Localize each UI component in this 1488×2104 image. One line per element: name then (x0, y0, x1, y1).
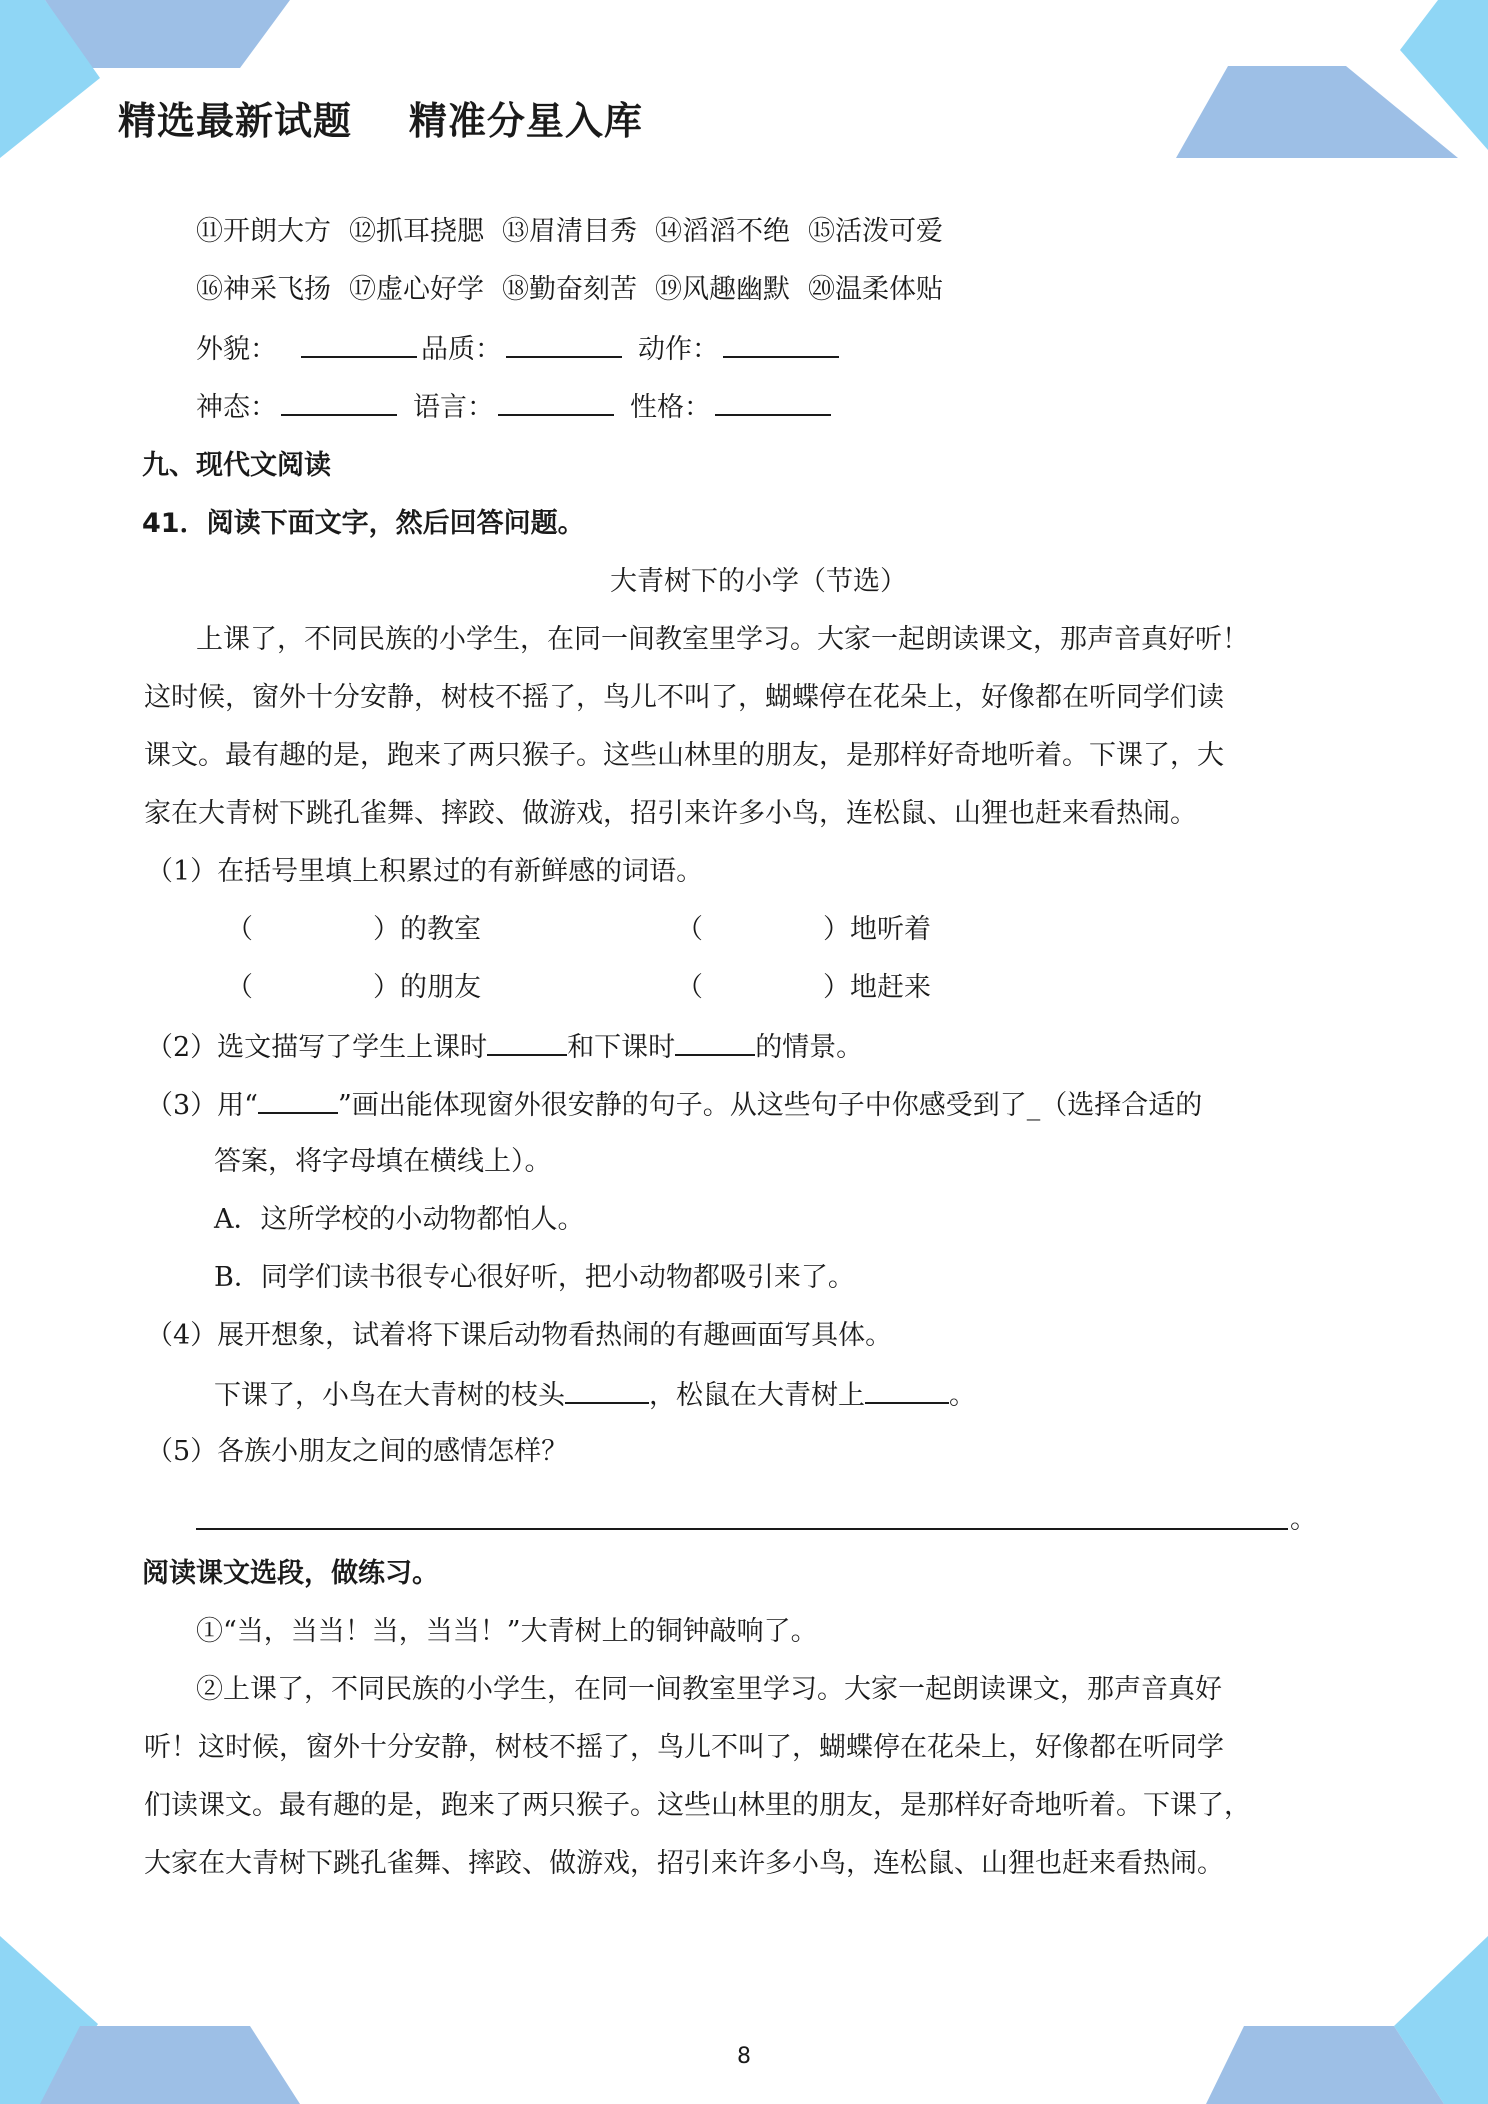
q4-text: ，松鼠在大青树上 (649, 1380, 865, 1411)
answer-blank[interactable] (715, 386, 831, 416)
word-item: ⑭滔滔不绝 (655, 216, 790, 247)
q4-text: 。 (949, 1380, 976, 1411)
category-label: 性格： (630, 392, 711, 423)
open-paren: （ (676, 972, 703, 1003)
passage-line: 们读课文。最有趣的是，跑来了两只猴子。这些山林里的朋友，是那样好奇地听着。下课了， (144, 1790, 1251, 1821)
word-item: ⑮活泼可爱 (808, 216, 943, 247)
word-item: ⑱勤奋刻苦 (502, 274, 637, 305)
option-b: B．同学们读书很专心很好听，把小动物都吸引来了。 (214, 1262, 855, 1293)
passage-line: 这时候，窗外十分安静，树枝不摇了，鸟儿不叫了，蝴蝶停在花朵上，好像都在听同学们读 (144, 682, 1224, 713)
answer-blank[interactable] (487, 1026, 567, 1056)
passage-title: 大青树下的小学（节选） (610, 566, 907, 597)
word-item: ⑬眉清目秀 (502, 216, 637, 247)
open-paren: （ (226, 914, 253, 945)
question-1: （1）在括号里填上积累过的有新鲜感的词语。 (146, 856, 704, 887)
fill-item (226, 910, 481, 950)
page-number: 8 (737, 2044, 751, 2069)
word-bank-row-1 (196, 212, 943, 252)
answer-blank[interactable] (865, 1374, 949, 1404)
category-label: 动作： (638, 334, 719, 365)
word-bank-row-2 (196, 270, 943, 310)
answer-blank[interactable] (723, 328, 839, 358)
fill-item-text: ）的朋友 (373, 972, 481, 1003)
question-3-cont: 答案，将字母填在横线上）。 (214, 1146, 552, 1177)
word-item: ⑲风趣幽默 (655, 274, 790, 305)
answer-blank[interactable] (281, 386, 397, 416)
passage-line: 家在大青树下跳孔雀舞、摔跤、做游戏，招引来许多小鸟，连松鼠、山狸也赶来看热闹。 (144, 798, 1197, 829)
category-label: 神态： (196, 392, 277, 423)
category-label: 外貌： (196, 334, 277, 365)
question-3 (146, 1084, 1202, 1126)
category-label: 品质： (421, 334, 502, 365)
word-item: ⑪开朗大方 (196, 216, 331, 247)
question-2 (146, 1026, 863, 1068)
q4-text: 下课了，小鸟在大青树的枝头 (214, 1380, 565, 1411)
category-label: 语言： (413, 392, 494, 423)
category-row-1 (196, 328, 843, 370)
q2-text: 的情景。 (755, 1032, 864, 1063)
option-a: A．这所学校的小动物都怕人。 (214, 1204, 585, 1235)
section-heading: 九、现代文阅读 (142, 450, 331, 481)
passage-line: ②上课了，不同民族的小学生，在同一间教室里学习。大家一起朗读课文，那声音真好 (196, 1674, 1222, 1705)
answer-blank[interactable] (498, 386, 614, 416)
section-heading: 阅读课文选段，做练习。 (142, 1558, 439, 1589)
fill-item-text: ）地赶来 (823, 972, 931, 1003)
answer-line[interactable] (196, 1528, 1288, 1530)
answer-blank[interactable] (675, 1026, 755, 1056)
q2-text: （2）选文描写了学生上课时 (146, 1032, 488, 1063)
word-item: ⑰虚心好学 (349, 274, 484, 305)
open-paren: （ (676, 914, 703, 945)
question-5: （5）各族小朋友之间的感情怎样？ (146, 1436, 569, 1467)
answer-blank[interactable] (506, 328, 622, 358)
passage-line: 大家在大青树下跳孔雀舞、摔跤、做游戏，招引来许多小鸟，连松鼠、山狸也赶来看热闹。 (144, 1848, 1224, 1879)
question-4: （4）展开想象，试着将下课后动物看热闹的有趣画面写具体。 (146, 1320, 893, 1351)
header-title: 精选最新试题 精准分星入库 (118, 99, 643, 143)
fill-item (676, 968, 931, 1008)
word-item: ⑯神采飞扬 (196, 274, 331, 305)
question-41: 41．阅读下面文字，然后回答问题。 (142, 508, 585, 539)
word-item: ⑫抓耳挠腮 (349, 216, 484, 247)
paragraph-1: ①“当，当当！当，当当！”大青树上的铜钟敲响了。 (196, 1616, 818, 1647)
answer-blank[interactable] (301, 328, 417, 358)
fill-item (676, 910, 931, 950)
top-right-trapezoid (1176, 66, 1458, 158)
q3-text: （3）用“ (146, 1090, 258, 1121)
word-item: ⑳温柔体贴 (808, 274, 943, 305)
answer-blank[interactable] (258, 1084, 338, 1114)
answer-blank[interactable] (565, 1374, 649, 1404)
question-4-line (214, 1374, 976, 1416)
fill-item-text: ）地听着 (823, 914, 931, 945)
q2-text: 和下课时 (567, 1032, 676, 1063)
answer-line-end: 。 (1290, 1504, 1317, 1535)
category-row-2 (196, 386, 835, 428)
passage-line: 听！这时候，窗外十分安静，树枝不摇了，鸟儿不叫了，蝴蝶停在花朵上，好像都在听同学 (144, 1732, 1224, 1763)
passage-line: 课文。最有趣的是，跑来了两只猴子。这些山林里的朋友，是那样好奇地听着。下课了，大 (144, 740, 1224, 771)
passage-line: 上课了，不同民族的小学生，在同一间教室里学习。大家一起朗读课文，那声音真好听！ (196, 624, 1249, 655)
q3-text: ”画出能体现窗外很安静的句子。从这些句子中你感受到了_（选择合适的 (337, 1090, 1203, 1121)
fill-item-text: ）的教室 (373, 914, 481, 945)
fill-item (226, 968, 481, 1008)
open-paren: （ (226, 972, 253, 1003)
